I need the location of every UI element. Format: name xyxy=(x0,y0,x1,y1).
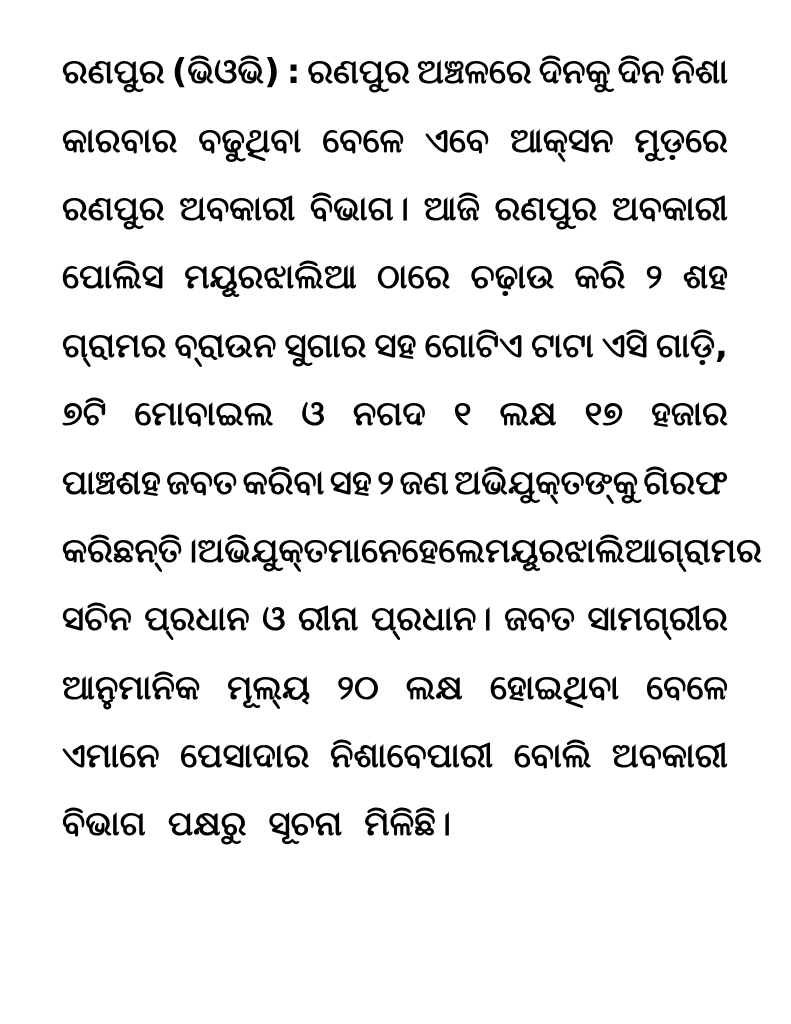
word: କରିବା xyxy=(242,462,325,503)
word: ବେଳେ xyxy=(646,667,728,708)
word: ମିଳିଛି। xyxy=(364,804,452,845)
word: ଲକ୍ଷ xyxy=(405,667,463,708)
article-line xyxy=(62,517,762,585)
word: ଅଞ୍ଚଳରେ xyxy=(417,52,532,93)
word: ନଗଦ xyxy=(352,394,426,435)
word: ଗୋଟିଏ xyxy=(424,325,523,366)
word: ଆନୁମାନିକ xyxy=(62,667,201,708)
word: ନିଶା xyxy=(671,52,728,93)
word: ମୋବାଇଲ xyxy=(134,394,274,435)
word: ହେଲେ xyxy=(401,530,485,571)
word: ପାଞ୍ଚଶହ xyxy=(62,462,161,503)
word: ଦିନକୁ xyxy=(538,52,611,93)
word: ଚଢ଼ାଉ xyxy=(470,257,555,298)
article-line xyxy=(62,722,728,790)
word: (ଭିଓଭି) xyxy=(171,52,280,93)
word: ଜଣ xyxy=(399,462,449,503)
news-article xyxy=(62,38,762,859)
word: ଓ xyxy=(301,394,325,435)
word: ୨ xyxy=(377,462,395,503)
article-line xyxy=(62,790,728,858)
word: ଦିନ xyxy=(617,52,665,93)
word: ଅବକାରୀ xyxy=(179,188,296,229)
word: ରଣପୁର xyxy=(307,52,411,93)
word: ପ୍ରଧାନ xyxy=(144,599,250,640)
word: ସହ xyxy=(374,325,417,366)
word: ନିଶାବେପାରୀ xyxy=(330,736,494,777)
word: ମୂଲ୍ୟ xyxy=(227,667,311,708)
word: କରିଛନ୍ତି। xyxy=(62,530,198,571)
word: ଗ୍ରାମର xyxy=(657,530,762,571)
word: ସାମଗ୍ରୀର xyxy=(587,599,728,640)
word: ୧୭ xyxy=(584,394,624,435)
word: ୨ xyxy=(645,257,663,298)
article-line xyxy=(62,380,728,448)
word: ଗାଡ଼ି, xyxy=(656,325,728,366)
word: ଗିରଫ xyxy=(643,462,728,503)
word: ଆକ୍ସନ xyxy=(509,120,614,161)
word: ସଚିନ xyxy=(62,599,132,640)
word: ପେସାଦାର xyxy=(180,736,310,777)
word: ବ୍ରାଉନ xyxy=(174,325,277,366)
word: ଠାରେ xyxy=(377,257,451,298)
word: ୧ xyxy=(453,394,472,435)
word: ସୁଗାର xyxy=(284,325,367,366)
word: ମୁଡ଼ରେ xyxy=(634,120,728,161)
word: ୨୦ xyxy=(337,667,379,708)
article-line xyxy=(62,38,728,106)
word: ମୟୂରଝାଲିଆ xyxy=(184,257,357,298)
word: ହୋଇଥିବା xyxy=(489,667,620,708)
article-line xyxy=(62,106,728,174)
word: : xyxy=(286,52,301,93)
word: କାରବାର xyxy=(62,120,178,161)
word: ଅଭିଯୁକ୍ତମାନେ xyxy=(197,530,402,571)
article-line xyxy=(62,175,728,243)
word: ଲକ୍ଷ xyxy=(499,394,557,435)
word: ୭ଟି xyxy=(62,394,107,435)
word: ସୂଚନା xyxy=(268,804,343,845)
word: ଅବକାରୀ xyxy=(611,188,728,229)
word: ପ୍ରଧାନ। xyxy=(370,599,492,640)
word: ଅଭିଯୁକ୍ତଙ୍କୁ xyxy=(454,462,638,503)
word: ବିଭାଗ। xyxy=(309,188,410,229)
word: ସହ xyxy=(329,462,372,503)
word: ବୋଲି xyxy=(513,736,592,777)
article-line xyxy=(62,312,728,380)
word: ରଣପୁର xyxy=(62,52,165,93)
word: କରି xyxy=(574,257,626,298)
word: ରୀନା xyxy=(297,599,359,640)
word: ମୟୂରଝାଲିଆ xyxy=(484,530,658,571)
word: ଗ୍ରାମର xyxy=(62,325,167,366)
word: ଆଜି xyxy=(423,188,481,229)
word: ଓ xyxy=(262,599,286,640)
word: ବେଳେ xyxy=(322,120,405,161)
word: ଏସି xyxy=(601,325,648,366)
word: ବିଭାଗ xyxy=(62,804,146,845)
word: ଏମାନେ xyxy=(62,736,160,777)
word: ପକ୍ଷରୁ xyxy=(167,804,247,845)
word: ପୋଲିସ xyxy=(62,257,164,298)
word: ଜବତ xyxy=(166,462,238,503)
word: ରଣପୁର xyxy=(62,188,165,229)
word: ହଜାର xyxy=(651,394,728,435)
word: ଜବତ xyxy=(504,599,576,640)
article-line xyxy=(62,654,728,722)
word: ବଢୁଥିବା xyxy=(198,120,302,161)
word: ଅବକାରୀ xyxy=(611,736,728,777)
article-line xyxy=(62,585,728,653)
word: ଟାଟା xyxy=(531,325,594,366)
article-line xyxy=(62,448,728,516)
article-line xyxy=(62,243,728,311)
word: ଶହ xyxy=(682,257,728,298)
word: ଏବେ xyxy=(424,120,490,161)
word: ରଣପୁର xyxy=(494,188,598,229)
